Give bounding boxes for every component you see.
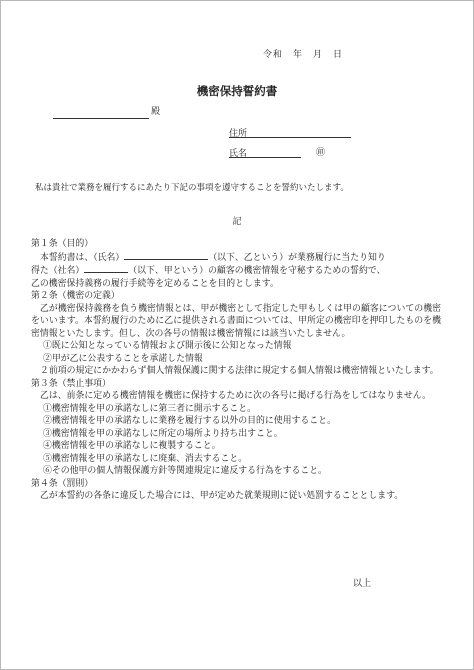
- addressee-suffix: 殿: [150, 107, 160, 117]
- addressee-line: [53, 104, 160, 119]
- seal-mark: ㊞: [316, 148, 326, 158]
- company-blank: [84, 264, 128, 273]
- article-3-heading: 第３条（禁止事項）: [31, 378, 111, 389]
- article-3-item-5: ⑤機密情報を甲の承諾なしに廃棄、消去すること。: [43, 453, 248, 464]
- article-3-paragraph: 乙は、前条に定める機密情報を機密に保持するために次の各号に掲げる行為をしてはなりません。: [40, 391, 432, 401]
- address-underline: [229, 137, 351, 138]
- article-4-paragraph: 乙が本誓約の各条に違反した場合には、甲が定めた就業規則に従い処罰することとします。: [40, 491, 404, 501]
- ki-heading: 記: [232, 217, 242, 227]
- article-1-line-2: 得た（社名） （以下、甲という）の顧客の機密情報を守秘するための誓約で、: [31, 266, 386, 276]
- document-body: [31, 238, 441, 503]
- document-title: 機密保持誓約書: [196, 84, 278, 98]
- name-label: 氏名: [229, 149, 248, 159]
- name-underline: [229, 157, 301, 158]
- article-3-item-6: ⑥その他甲の個人情報保護方針等関連規定に違反する行為をすること。: [43, 466, 327, 476]
- article-2-heading: 第２条（機密の定義）: [31, 291, 120, 301]
- article-3-item-3: ③機密情報を甲の承諾なしに所定の場所より持ち出すこと。: [43, 428, 283, 439]
- article-3-item-4: ④機密情報を甲の承諾なしに複製すること。: [43, 441, 221, 451]
- address-label: 住所: [229, 129, 248, 139]
- article-1-line-1: 本誓約書は、（氏名） （以下、乙という）が業務履行に当たり知り: [40, 252, 386, 263]
- article-2-item-1: ①既に公知となっている情報および開示後に公知となった情報: [43, 341, 292, 351]
- article-1-heading: 第１条（目的）: [31, 239, 94, 249]
- article-3-item-2: ②機密情報を甲の承諾なしに業務を履行する以外の目的に使用すること。: [43, 416, 336, 426]
- name-blank: [124, 251, 208, 260]
- article-2-paragraph: 乙が機密保持義務を負う機密情報とは、甲が機密として指定した甲もしくは甲の顧客についての機密をいいます。本誓約履行のために乙に提供される書面については、甲所定の機密印を押印したものを機密情報といたします。但し、次の各号の情報は機密情報には該当いたしません。: [31, 303, 441, 339]
- document-date: 令和 年 月 日: [263, 50, 344, 60]
- article-3-item-1: ①機密情報を甲の承諾なしに第三者に開示すること。: [43, 403, 256, 414]
- article-4-heading: 第４条（罰則）: [31, 478, 94, 489]
- closing-mark: 以上: [353, 579, 372, 589]
- article-1-line-3: 乙の機密保持義務の履行手続等を定めることを目的とします。: [31, 278, 279, 289]
- intro-statement: 私は貴社で業務を履行するにあたり下記の事項を遵守することを誓約いたします。: [35, 183, 349, 193]
- article-2-item-2: ②甲が乙に公表することを承諾した情報: [43, 353, 203, 364]
- article-2-note: ２前項の規定にかかわらず個人情報保護に関する法律に規定する個人情報は機密情報といたします。: [40, 366, 439, 376]
